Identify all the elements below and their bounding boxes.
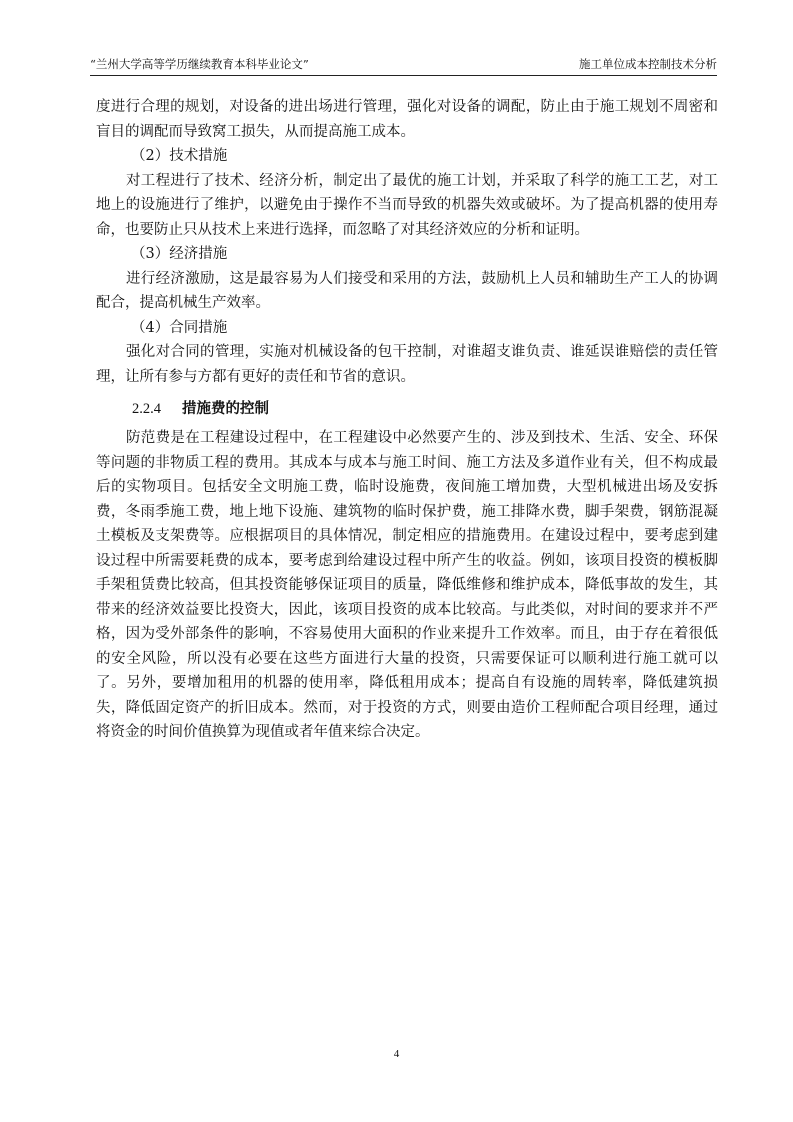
page-number: 4: [393, 1048, 400, 1060]
paragraph-technical-measures: 对工程进行了技术、经济分析，制定出了最优的施工计划，并采取了科学的施工工艺，对工地上的设施进行了维护，以避免由于操作不当而导致的机器失效或破坏。为了提高机器的使用寿命，也要防止只从技术上来进行选择，而忽略了对其经济效应的分析和证明。: [96, 172, 718, 238]
page-content: [96, 95, 718, 745]
paragraph-continued: 度进行合理的规划，对设备的进出场进行管理，强化对设备的调配，防止由于施工规划不周密和盲目的调配而导致窝工损失，从而提高施工成本。: [96, 99, 718, 140]
section-number: 2.2.4: [132, 401, 161, 417]
paragraph-measure-fee-control: 防范费是在工程建设过程中，在工程建设中必然要产生的、涉及到技术、生活、安全、环保等问题的非物质工程的费用。其成本与成本与施工时间、施工方法及多道作业有关，但不构成最后的实物项目。包括安全文明施工费，临时设施费，夜间施工增加费，大型机械进出场及安拆费，冬雨季施工费，地上地下设施、建筑物的临时保护费，施工排降水费，脚手架费，钢筋混凝土模板及支架费等。应根据项目的具体情况，制定相应的措施费用。在建设过程中，要考虑到建设过程中所需要耗费的成本，要考虑到给建设过程中所产生的收益。例如，该项目投资的模板脚手架租赁费比较高，但其投资能够保证项目的质量，降低维修和维护成本，降低事故的发生，其带来的经济效益要比投资大，因此，该项目投资的成本比较高。与此类似，对时间的要求并不严格，因为受外部条件的影响，不容易使用大面积的作业来提升工作效率。而且，由于存在着很低的安全风险，所以没有必要在这些方面进行大量的投资，只需要保证可以顺利进行施工就可以了。另外，要增加租用的机器的使用率，降低租用成本；提高自有设施的周转率，降低建筑损失，降低固定资产的折旧成本。然而，对于投资的方式，则要由造价工程师配合项目经理，通过将资金的时间价值换算为现值或者年值来综合决定。: [96, 430, 718, 740]
page-header: [90, 54, 717, 74]
subheading-economic-measures: （3）经济措施: [131, 246, 228, 262]
subheading-contract-measures: （4）合同措施: [131, 319, 228, 336]
paragraph-contract-measures: 强化对合同的管理，实施对机械设备的包干控制，对谁超支谁负责、谁延误谁赔偿的责任管理，让所有参与方都有更好的责任和节省的意识。: [96, 344, 718, 385]
section-heading: [96, 395, 718, 423]
thesis-series-title: “兰州大学高等学历继续教育本科毕业论文”: [90, 57, 309, 71]
paragraph-economic-measures: 进行经济激励，这是最容易为人们接受和采用的方法，鼓励机上人员和辅助生产工人的协调配合，提高机械生产效率。: [96, 270, 718, 311]
subheading-technical-measures: （2）技术措施: [131, 148, 228, 164]
header-divider: [90, 75, 717, 76]
section-title: 措施费的控制: [182, 401, 269, 417]
thesis-title: 施工单位成本控制技术分析: [579, 57, 717, 71]
